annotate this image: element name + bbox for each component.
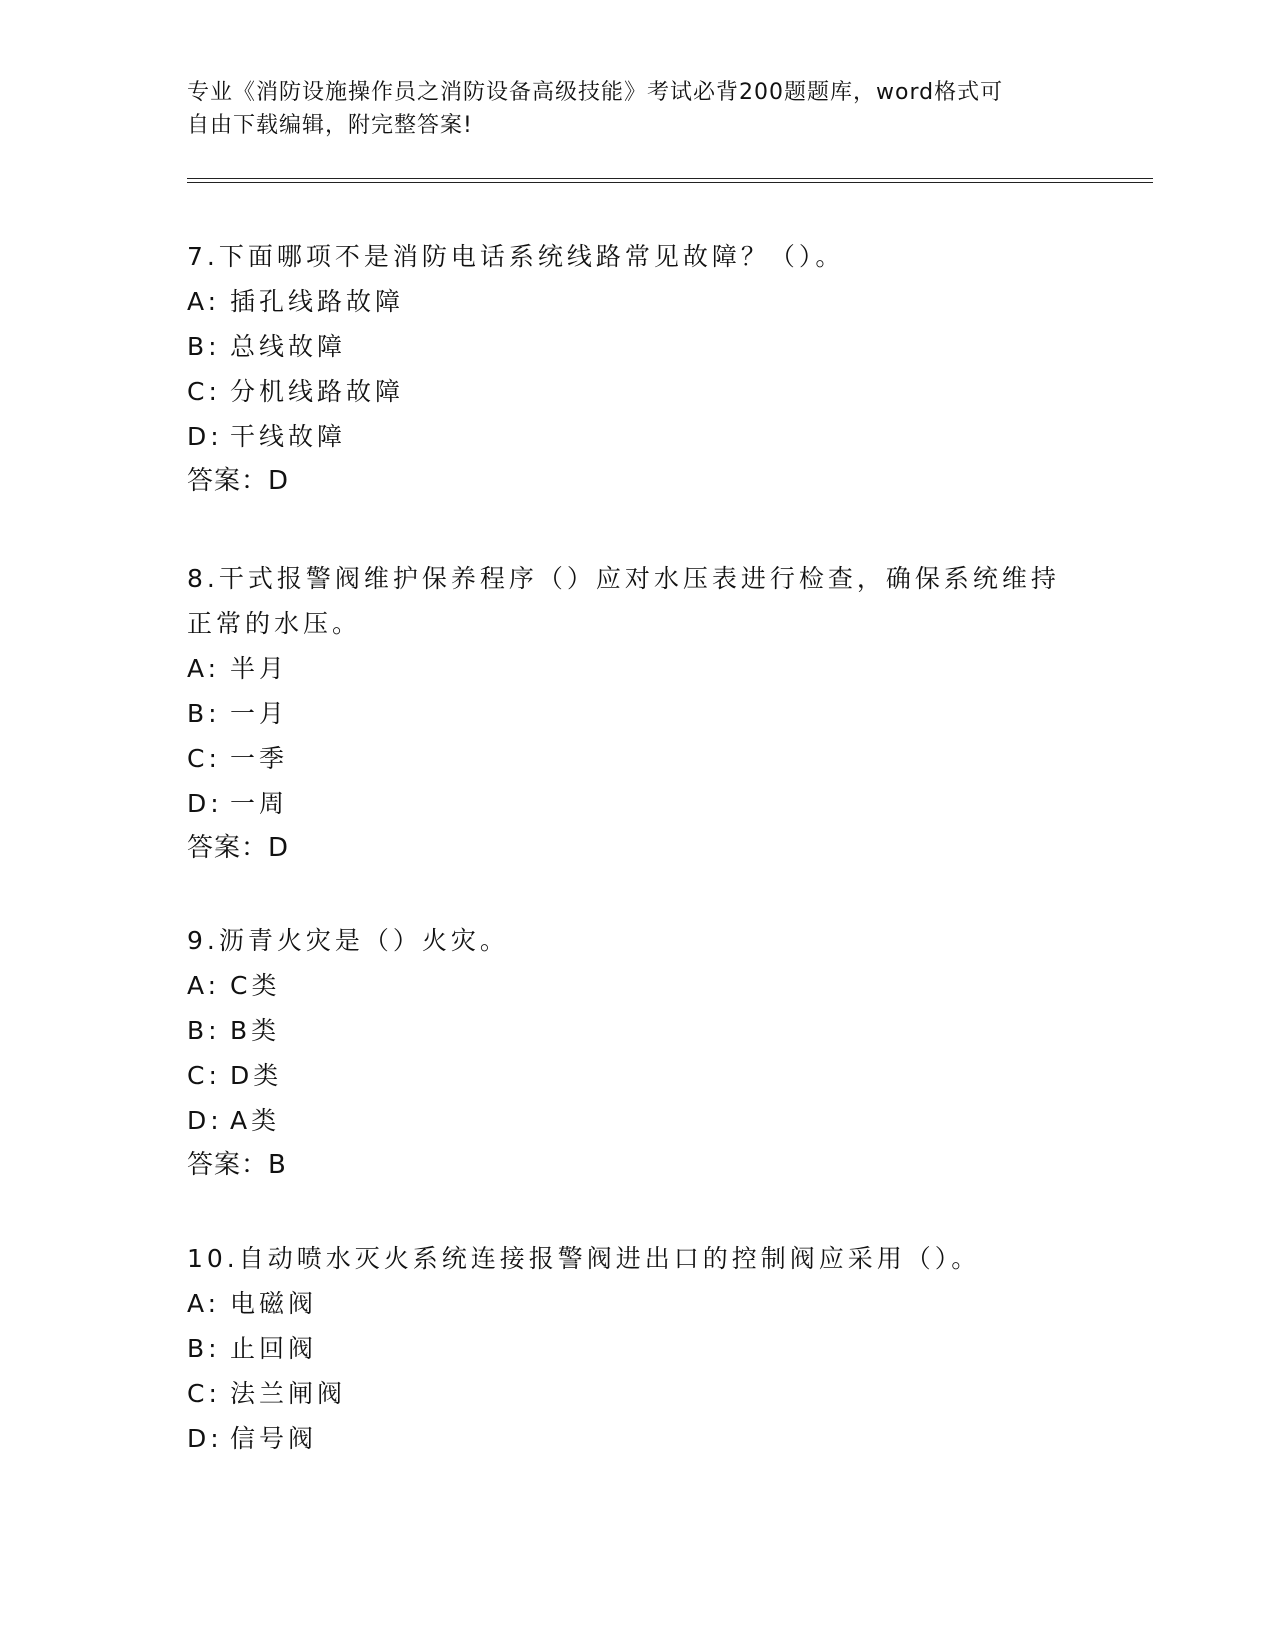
option-text: 信号阀 (230, 1424, 318, 1453)
answer: 答案：D (187, 466, 290, 496)
option-text: C类 (230, 971, 281, 1000)
option-c (187, 736, 1087, 781)
option-c (187, 1053, 1087, 1098)
question-stem: 8.干式报警阀维护保养程序（）应对水压表进行检查，确保系统维持 (187, 564, 1060, 593)
option-letter: B: (187, 1334, 221, 1363)
option-text: 一月 (230, 699, 289, 728)
question-stem: 10.自动喷水灭火系统连接报警阀进出口的控制阀应采用（）。 (187, 1244, 981, 1273)
option-b (187, 1326, 1087, 1371)
option-a (187, 279, 1087, 324)
header-divider-bottom (187, 182, 1153, 183)
option-text: 一周 (230, 789, 289, 818)
option-text: 电磁阀 (230, 1289, 318, 1318)
option-letter: B: (187, 1016, 221, 1045)
document-header (187, 76, 1067, 142)
option-text: 干线故障 (230, 422, 347, 451)
option-letter: D: (187, 1424, 223, 1453)
header-line-2: 自由下载编辑，附完整答案! (187, 113, 473, 138)
option-letter: A: (187, 287, 221, 316)
option-letter: A: (187, 971, 221, 1000)
option-text: 插孔线路故障 (230, 287, 405, 316)
option-letter: C: (187, 1061, 221, 1090)
option-text: D类 (230, 1061, 283, 1090)
option-letter: D: (187, 1106, 223, 1135)
header-divider-top (187, 178, 1153, 179)
option-d (187, 414, 1087, 459)
option-text: 一季 (230, 744, 289, 773)
question-8 (187, 556, 1087, 871)
option-d (187, 1098, 1087, 1143)
option-d (187, 781, 1087, 826)
question-stem-continued: 正常的水压。 (187, 609, 362, 638)
option-c (187, 1371, 1087, 1416)
option-letter: B: (187, 699, 221, 728)
option-letter: B: (187, 332, 221, 361)
option-text: 止回阀 (230, 1334, 318, 1363)
option-text: 半月 (230, 654, 289, 683)
answer: 答案：B (187, 1150, 287, 1180)
question-stem: 7.下面哪项不是消防电话系统线路常见故障？（）。 (187, 242, 845, 271)
option-a (187, 646, 1087, 691)
option-letter: D: (187, 422, 223, 451)
option-d (187, 1416, 1087, 1461)
option-letter: A: (187, 654, 221, 683)
option-letter: C: (187, 744, 221, 773)
option-b (187, 324, 1087, 369)
option-letter: D: (187, 789, 223, 818)
question-10 (187, 1236, 1087, 1461)
option-letter: C: (187, 377, 221, 406)
question-9 (187, 918, 1087, 1188)
option-a (187, 1281, 1087, 1326)
option-text: 法兰闸阀 (230, 1379, 347, 1408)
option-b (187, 691, 1087, 736)
option-letter: C: (187, 1379, 221, 1408)
option-c (187, 369, 1087, 414)
question-7 (187, 234, 1087, 504)
option-text: B类 (230, 1016, 281, 1045)
question-stem: 9.沥青火灾是（）火灾。 (187, 926, 509, 955)
header-line-1: 专业《消防设施操作员之消防设备高级技能》考试必背200题题库，word格式可 (187, 80, 1004, 105)
answer: 答案：D (187, 833, 290, 863)
option-text: 分机线路故障 (230, 377, 405, 406)
option-text: 总线故障 (230, 332, 347, 361)
option-letter: A: (187, 1289, 221, 1318)
option-text: A类 (230, 1106, 281, 1135)
option-b (187, 1008, 1087, 1053)
option-a (187, 963, 1087, 1008)
